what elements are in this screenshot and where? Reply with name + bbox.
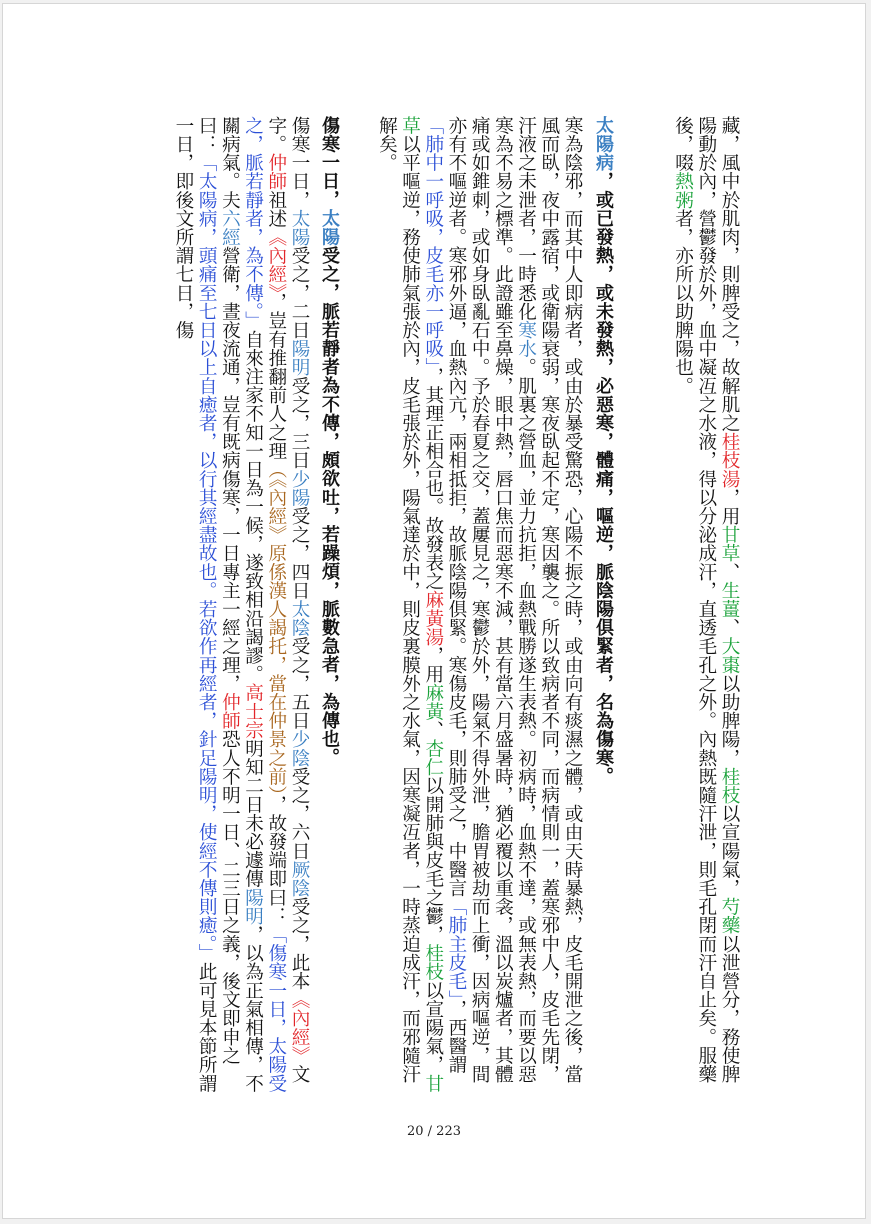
text-run: ，其理正相合也。故發表之 (422, 367, 444, 591)
text-run: ，用 (719, 488, 740, 526)
highlighted-term: 甘草 (719, 525, 740, 563)
text-run: ，以為正氣相傳，不關病氣。夫 (219, 116, 264, 1093)
highlighted-term: 桂枝湯 (719, 432, 740, 489)
text-run: 受之，五日 (289, 636, 310, 730)
text-column-block-3 (374, 116, 584, 1096)
text-run: 以助脾陽， (719, 674, 740, 768)
text-column-block-1 (645, 116, 741, 1096)
highlighted-term: 桂枝 (719, 767, 740, 805)
highlighted-term: 麻黃 (422, 683, 444, 721)
paragraph (172, 116, 311, 1096)
text-run: ，故發端即曰： (265, 794, 287, 926)
highlighted-term: 《內經》 (265, 227, 287, 293)
text-run: 受之，四日 (289, 506, 310, 600)
highlighted-term: 芍藥 (719, 897, 740, 935)
highlighted-term: 仲師 (219, 692, 241, 730)
text-run: 、 (422, 720, 444, 740)
text-run: 傷寒一日， (319, 116, 340, 209)
text-run: 文字。 (265, 116, 310, 1084)
highlighted-term: 杏仁 (422, 739, 444, 777)
text-run: ，或已發熱，或未發熱，必惡寒，體痛，嘔逆，脈陰陽俱緊者，名為傷寒。 (593, 171, 614, 786)
text-run: 者，亦所以助脾陽也。 (672, 209, 694, 396)
text-run: 受之，三日 (289, 376, 310, 470)
text-run: 以開肺與皮毛之鬱， (422, 776, 444, 944)
text-run: ，用 (422, 646, 444, 684)
text-run: 受之，此本 (289, 897, 310, 991)
highlighted-term: 太陰 (289, 599, 310, 637)
highlighted-term: 「太陽病，頭痛至七日以上自癒者，以行其經盡故也。若欲作再經者，針足陽明，使經不傳則癒。」 (196, 153, 218, 963)
text-run: 此可見本節所謂一日，即後文所謂七日，傷 (172, 116, 218, 1093)
text-run: 以宣陽氣， (422, 980, 444, 1074)
highlighted-term: 仲師 (265, 153, 287, 191)
text-run: 、 (719, 618, 740, 637)
text-run: ，豈有推翻前人之理 (265, 292, 287, 461)
highlighted-term: 太陽病 (593, 116, 614, 172)
text-run: 營衛，晝夜流通，豈有既病傷寒，一日專主一經之理， (219, 246, 241, 693)
highlighted-term: 陽明 (289, 339, 310, 377)
text-run: 寒為陰邪，而其中人即病者，或由於暴受驚恐，心陽不振之時，或由向有痰濕之體，或由天時暴熱，皮毛開泄之後，當風而臥，夜中露宿，或衛陽衰弱，寒夜臥起不定，寒因襲之。所以致病者不同，而病情則一，蓋寒邪中人，皮毛先閉，汗液之未泄者，一時悉化 (515, 116, 583, 1084)
paragraph (671, 116, 741, 1096)
highlighted-term: 寒水 (515, 320, 537, 358)
text-run: 明知二日未必遽傳 (242, 739, 264, 888)
heading-clause-taiyang-shanghan (585, 116, 615, 1096)
text-run: ，西醫謂 (445, 999, 467, 1074)
highlighted-term: 生薑 (719, 581, 740, 619)
highlighted-term: 少陽 (289, 469, 310, 507)
paragraph (375, 116, 584, 1096)
highlighted-term: 陽明 (242, 887, 264, 926)
text-column-block-5 (171, 116, 311, 1096)
heading-clause-shanghan-yiri (313, 116, 341, 1096)
highlighted-term: 熱粥 (672, 171, 694, 210)
text-run: 受之，二日 (289, 246, 310, 340)
highlighted-term: 大棗 (719, 636, 740, 675)
highlighted-term: 「肺主皮毛」 (445, 897, 467, 1000)
text-run: 自來注家不知一日為一候，遂致相沿謁謬。 (242, 329, 264, 684)
highlighted-term: 厥陰 (289, 860, 310, 898)
highlighted-term: 太陽 (319, 209, 340, 247)
text-run: 受之，六日 (289, 767, 310, 861)
text-run: 受之，脈若靜者為不傳，頗欲吐，若躁煩，脈數急者，為傳也。 (319, 246, 340, 768)
highlighted-term: 「肺中一呼吸，皮毛亦一呼吸」 (422, 116, 444, 368)
highlighted-term: 太陽 (289, 209, 310, 247)
highlighted-term: 六經 (219, 209, 241, 247)
highlighted-term: 高士宗 (242, 683, 264, 740)
text-run: 以泄營分，務使脾陽動於內，營鬱發於外，血中凝冱之水液，得以分泌成汗，直透毛孔之外。內熱既隨汗泄，則毛孔閉而汗自止矣。服藥後，啜 (672, 116, 740, 1084)
highlighted-term: （《內經》原係漢人謁托，當在仲景之前） (265, 460, 287, 795)
text-run: 藏，風中於肌肉，則脾受之，故解肌之 (719, 116, 740, 433)
text-run: 以平嘔逆，務使肺氣張於內，皮毛張於外，陽氣達於中，則皮裏膜外之水氣，因寒凝冱者，一時蒸迫成汗，而邪隨汗解矣。 (376, 116, 421, 1084)
highlighted-term: 少陰 (289, 729, 310, 768)
text-run: 以宣陽氣， (719, 804, 740, 898)
paragraph (318, 116, 341, 1096)
highlighted-term: 「傷寒一日，太陽受之，脈若靜者，為不傳。」 (242, 116, 287, 1093)
text-run: 傷寒一日， (289, 116, 310, 209)
highlighted-term: 桂枝 (422, 943, 444, 981)
document-page (2, 3, 866, 1219)
highlighted-term: 《內經》 (289, 990, 310, 1065)
text-run: 祖述 (265, 190, 287, 228)
highlighted-term: 麻黃湯 (422, 590, 444, 647)
text-run: 、 (719, 562, 740, 582)
highlighted-term: 甘草 (399, 116, 444, 1093)
text-run: 恐人不明一日、二三日之義，後文即申之曰： (196, 116, 241, 1065)
paragraph (592, 116, 615, 1096)
page-number: 20 / 223 (407, 1124, 461, 1139)
text-run: 。肌裏之營血，並力抗拒，血熱戰勝遂生表熱。初病時，血熱不達，或無表熱，而要以惡寒為不易之標準。此證雖至鼻燥，眼中熱，唇口焦而惡寒不減，甚有當六月盛暑時，猶必覆以重衾，溫以炭爐者，其體痛或如錐刺，或如身臥亂石中。予於春夏之交，蓋屢見之，寒鬱於外，陽氣不得外泄，膽胃被劫而上衝，因病嘔逆，間亦有不嘔逆者。寒邪外逼，血熱內亢，兩相抵拒，故脈陰陽俱緊。寒傷皮毛，則肺受之，中醫言 (445, 116, 537, 1084)
